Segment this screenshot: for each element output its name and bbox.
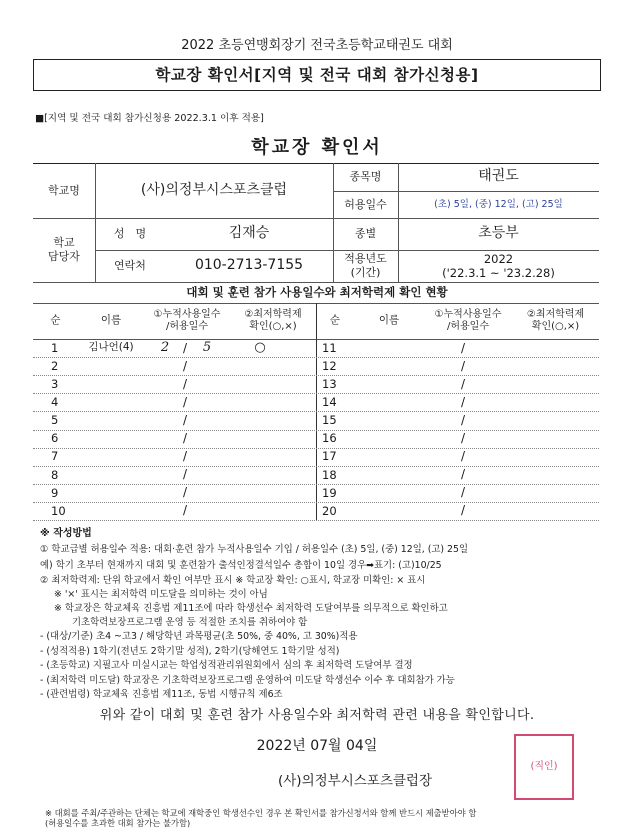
row-slash: / bbox=[460, 394, 466, 409]
row-no: 20 bbox=[322, 503, 337, 518]
manager-name: 김재승 bbox=[228, 225, 270, 242]
principal-name: (사)의정부시스포츠클럽장 bbox=[278, 773, 432, 789]
applicability-note: ■[지역 및 전국 대회 참가신청용 2022.3.1 이후 적용] bbox=[35, 113, 264, 124]
contact-value: 010-2713-7155 bbox=[194, 257, 304, 274]
row-slash: / bbox=[182, 431, 188, 446]
row-no: 19 bbox=[322, 485, 337, 500]
row-allowed-days: 5 bbox=[202, 339, 212, 355]
allowed-days-value: (초) 5일, (중) 12일, (고) 25일 bbox=[434, 198, 563, 210]
row-no: 13 bbox=[322, 377, 337, 392]
row-slash: / bbox=[460, 412, 466, 427]
footer-line: ※ 대회를 주최/주관하는 단체는 학교에 재학중인 학생선수인 경우 본 확인서를 참가신청서와 함께 반드시 제출받아야 함 bbox=[45, 808, 477, 818]
col-academic-left: ②최저학력제 확인(○,×) bbox=[244, 308, 302, 332]
method-note: 예) 학기 초부터 현재까지 대회 및 훈련참가 출석인정결석일수 총합이 10일 경우➡표기: (고)10/25 bbox=[40, 560, 442, 571]
method-note: ※ 학교장은 학교체육 진흥법 제11조에 따라 학생선수 최저학력 도달여부를 의무적으로 확인하고 bbox=[54, 603, 448, 614]
row-slash: / bbox=[460, 449, 466, 464]
col-no-left: 순 bbox=[50, 314, 61, 327]
col-usage-left: ①누적사용일수 /허용일수 bbox=[153, 308, 221, 332]
method-note: - (성적적용) 1학기(전년도 2학기말 성적), 2학기(당해연도 1학기말 성적) bbox=[40, 646, 340, 657]
row-slash: / bbox=[182, 376, 188, 391]
row-slash: / bbox=[182, 340, 188, 355]
col-academic-right: ②최저학력제 확인(○,×) bbox=[526, 308, 585, 332]
row-no: 16 bbox=[322, 431, 337, 446]
row-slash: / bbox=[182, 485, 188, 500]
row-slash: / bbox=[182, 503, 188, 518]
row-slash: / bbox=[460, 376, 466, 391]
sport-value: 태권도 bbox=[478, 168, 519, 185]
row-slash: / bbox=[182, 467, 188, 482]
allowed-days-label: 허용일수 bbox=[344, 197, 387, 211]
info-divider bbox=[33, 282, 599, 283]
row-no: 17 bbox=[322, 449, 337, 464]
row-slash: / bbox=[182, 394, 188, 409]
row-no: 18 bbox=[322, 467, 337, 482]
manager-label: 학교 담당자 bbox=[48, 236, 80, 263]
footer-note bbox=[45, 808, 476, 829]
col-no-right: 순 bbox=[329, 314, 341, 327]
method-note: - (최저학력 미도달) 학교장은 기초학력보장프로그램 운영하여 미도달 학생선수 이수 후 대회참가 가능 bbox=[40, 675, 455, 686]
school-name: (사)의정부시스포츠클럽 bbox=[140, 181, 288, 198]
name-label: 성 명 bbox=[113, 227, 147, 241]
year-label: 적용년도 (기간) bbox=[344, 252, 387, 279]
sport-label: 종목명 bbox=[349, 170, 382, 184]
row-slash: / bbox=[182, 358, 188, 373]
method-note: - (대상/기준) 초4 ~고3 / 해당학년 과목평균(초 50%, 중 40%, 고 30%)적용 bbox=[40, 631, 358, 642]
row-no: 1 bbox=[51, 340, 59, 355]
form-title: 학교장 확인서[지역 및 전국 대회 참가신청용] bbox=[155, 66, 479, 84]
row-no: 10 bbox=[51, 503, 66, 518]
row-no: 7 bbox=[51, 449, 59, 464]
row-slash: / bbox=[460, 431, 466, 446]
period-value: ('22.3.1 ~ '23.2.28) bbox=[442, 266, 555, 280]
col-usage-right: ①누적사용일수 /허용일수 bbox=[434, 308, 502, 332]
division-value: 초등부 bbox=[478, 225, 519, 242]
row-divider bbox=[33, 520, 599, 521]
method-note: - (초등학교) 지필고사 미실시교는 학업성적관리위원회에서 심의 후 최저학력 도달여부 결정 bbox=[40, 660, 413, 671]
row-no: 15 bbox=[322, 413, 337, 428]
document-title: 학교장 확인서 bbox=[251, 137, 383, 158]
document-date: 2022년 07월 04일 bbox=[256, 738, 378, 754]
method-heading: ※ 작성방법 bbox=[40, 528, 92, 539]
official-seal bbox=[514, 734, 574, 800]
event-title: 2022 초등연맹회장기 전국초등학교태권도 대회 bbox=[181, 38, 453, 53]
row-no: 5 bbox=[51, 413, 59, 428]
row-no: 4 bbox=[51, 395, 59, 410]
row-name: 김나언(4) bbox=[88, 341, 134, 354]
method-note: ※ '×' 표시는 최저학력 미도달을 의미하는 것이 아님 bbox=[54, 589, 268, 600]
school-label: 학교명 bbox=[48, 183, 80, 197]
col-name-right: 이름 bbox=[378, 314, 400, 327]
method-note: 기초학력보장프로그램 운영 등 적절한 조치를 취하여야 함 bbox=[72, 617, 308, 628]
year-cell bbox=[398, 250, 599, 282]
row-slash: / bbox=[460, 467, 466, 482]
footer-line: (허용일수를 초과한 대회 참가는 불가함) bbox=[45, 818, 191, 829]
row-slash: / bbox=[460, 358, 466, 373]
col-name-left: 이름 bbox=[100, 314, 122, 327]
seal-text: (직인) bbox=[530, 760, 558, 772]
contact-label: 연락처 bbox=[114, 259, 146, 273]
division-label: 종별 bbox=[354, 227, 377, 241]
row-used-days: 2 bbox=[160, 339, 170, 355]
row-no: 6 bbox=[51, 431, 59, 446]
row-no: 2 bbox=[51, 358, 59, 373]
row-slash: / bbox=[460, 485, 466, 500]
row-no: 3 bbox=[51, 377, 59, 392]
method-note: ① 학교급별 허용일수 적용: 대회·훈련 참가 누적사용일수 기입 / 허용일수 (초) 5일, (중) 12일, (고) 25일 bbox=[40, 544, 469, 555]
year-value: 2022 bbox=[483, 251, 514, 266]
row-slash: / bbox=[182, 449, 188, 464]
method-note: ② 최저학력제: 단위 학교에서 확인 여부만 표시 ※ 학교장 확인: ○표시, 학교장 미확인: × 표시 bbox=[40, 575, 426, 586]
confirmation-statement: 위와 같이 대회 및 훈련 참가 사용일수와 최저학력 관련 내용을 확인합니다. bbox=[99, 708, 535, 723]
row-no: 14 bbox=[322, 395, 337, 410]
row-slash: / bbox=[182, 412, 188, 427]
row-no: 11 bbox=[322, 340, 337, 355]
method-note: - (관련법령) 학교체육 진흥법 제11조, 동법 시행규칙 제6조 bbox=[40, 689, 283, 700]
usage-title: 대회 및 훈련 참가 사용일수와 최저학력제 확인 현황 bbox=[186, 285, 448, 299]
form-title-box bbox=[33, 59, 601, 91]
row-no: 12 bbox=[322, 358, 337, 373]
row-no: 8 bbox=[51, 467, 59, 482]
row-slash: / bbox=[460, 340, 466, 355]
row-no: 9 bbox=[51, 485, 59, 500]
row-slash: / bbox=[460, 503, 466, 518]
row-academic-check: ○ bbox=[254, 339, 266, 355]
